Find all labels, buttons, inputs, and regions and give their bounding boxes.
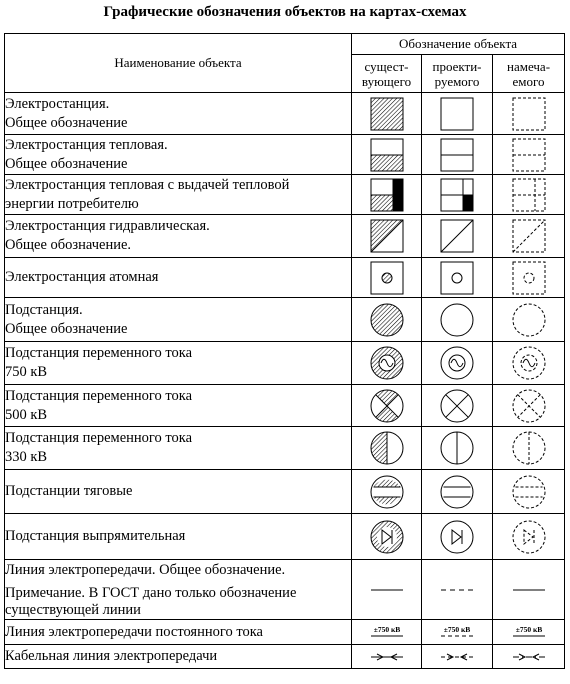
dc-voltage-label: ±750 кВ	[443, 625, 471, 634]
symbol-projected	[422, 560, 493, 620]
substation-ac-750-icon	[369, 345, 405, 381]
symbol-existing	[352, 215, 422, 258]
substation-rectifier-icon	[439, 519, 475, 555]
substation-general-icon	[369, 302, 405, 338]
plant-hydro-icon	[511, 218, 547, 254]
table-row	[5, 215, 565, 258]
plant-hydro-icon	[369, 218, 405, 254]
plant-thermal-icon	[511, 137, 547, 173]
table-row	[5, 93, 565, 135]
substation-traction-icon	[369, 474, 405, 510]
substation-ac-330-icon	[369, 430, 405, 466]
plant-thermal-heat-icon	[369, 177, 405, 213]
substation-ac-500-icon	[511, 388, 547, 424]
symbol-planned	[493, 342, 565, 385]
row-label	[5, 385, 352, 427]
symbol-projected	[422, 135, 493, 175]
symbol-projected	[422, 514, 493, 560]
symbol-projected	[422, 645, 493, 669]
plant-nuclear-icon	[511, 260, 547, 296]
substation-general-icon	[511, 302, 547, 338]
table-row	[5, 514, 565, 560]
symbol-projected	[422, 298, 493, 342]
plant-thermal-icon	[439, 137, 475, 173]
symbol-planned	[493, 620, 565, 645]
symbol-projected	[422, 215, 493, 258]
symbol-existing	[352, 470, 422, 514]
substation-rectifier-icon	[511, 519, 547, 555]
row-label	[5, 560, 352, 620]
symbol-existing	[352, 560, 422, 620]
symbol-planned	[493, 298, 565, 342]
row-label-line: Общее обозначение.	[5, 237, 132, 253]
substation-traction-icon	[439, 474, 475, 510]
row-label-line: Электростанция гидравлическая.	[5, 218, 210, 234]
power-line-icon	[509, 586, 549, 594]
symbol-projected	[422, 93, 493, 135]
symbols-table	[4, 33, 565, 669]
symbol-existing	[352, 514, 422, 560]
substation-traction-icon	[511, 474, 547, 510]
row-label: Кабельная линия электропередачи	[5, 645, 352, 669]
table-row	[5, 175, 565, 215]
symbol-planned	[493, 645, 565, 669]
symbol-existing	[352, 385, 422, 427]
row-label	[5, 470, 352, 514]
row-label-line: Подстанция переменного тока	[5, 345, 193, 361]
table-row	[5, 342, 565, 385]
row-label-line: 500 кВ	[5, 406, 48, 423]
table-row	[5, 385, 565, 427]
table-row-cable-line	[5, 645, 565, 669]
plant-nuclear-icon	[369, 260, 405, 296]
row-label-line: Подстанции тяговые	[5, 483, 133, 499]
table-row-dc-line	[5, 620, 565, 645]
row-label-line: 750 кВ	[5, 364, 48, 380]
symbol-projected	[422, 427, 493, 470]
substation-ac-750-icon	[511, 345, 547, 381]
plant-general-icon	[369, 96, 405, 132]
symbol-existing	[352, 93, 422, 135]
symbol-planned	[493, 175, 565, 215]
row-label-line: Общее обозначение	[5, 320, 128, 337]
symbol-planned	[493, 385, 565, 427]
symbol-existing	[352, 258, 422, 298]
row-label	[5, 514, 352, 560]
row-label	[5, 215, 352, 258]
row-label	[5, 135, 352, 175]
row-label	[5, 175, 352, 215]
row-label-line: 330 кВ	[5, 449, 48, 465]
symbol-existing	[352, 298, 422, 342]
symbol-planned	[493, 514, 565, 560]
table-body	[5, 93, 565, 669]
symbol-projected	[422, 175, 493, 215]
row-label-line: Подстанция переменного тока	[5, 387, 193, 404]
table-row-power-line	[5, 560, 565, 620]
dc-voltage-label: ±750 кВ	[515, 625, 542, 634]
table-row	[5, 298, 565, 342]
row-label	[5, 93, 352, 135]
substation-ac-330-icon	[511, 430, 547, 466]
dc-voltage-label: ±750 кВ	[373, 625, 400, 634]
cable-line-icon	[437, 652, 477, 662]
row-label-line: Подстанция.	[5, 301, 83, 318]
row-label-line: энергии потребителю	[5, 195, 139, 212]
header-name: Наименование объекта	[5, 34, 352, 93]
power-line-icon	[437, 586, 477, 594]
row-label-line: Электростанция тепловая.	[5, 136, 168, 153]
dc-line-icon	[367, 624, 407, 640]
symbol-planned	[493, 93, 565, 135]
row-label-line: Подстанция выпрямительная	[5, 528, 186, 544]
row-label: Линия электропередачи постоянного тока	[5, 620, 352, 645]
symbol-projected	[422, 342, 493, 385]
symbol-existing	[352, 645, 422, 669]
substation-rectifier-icon	[369, 519, 405, 555]
row-note: Примечание. В ГОСТ дано только обозначение существующей линии	[5, 584, 297, 618]
symbol-existing	[352, 135, 422, 175]
symbol-planned	[493, 135, 565, 175]
plant-thermal-heat-icon	[439, 177, 475, 213]
header-projected: проекти- руемого	[422, 55, 493, 93]
row-label-line: Электростанция тепловая с выдачей тепловой	[5, 176, 290, 193]
symbol-existing	[352, 427, 422, 470]
row-label-line: Подстанция переменного тока	[5, 430, 193, 446]
symbol-projected	[422, 470, 493, 514]
substation-ac-330-icon	[439, 430, 475, 466]
symbol-projected	[422, 385, 493, 427]
symbol-planned	[493, 258, 565, 298]
plant-nuclear-icon	[439, 260, 475, 296]
header-planned: намеча- емого	[493, 55, 565, 93]
plant-general-icon	[511, 96, 547, 132]
symbol-planned	[493, 427, 565, 470]
substation-ac-500-icon	[369, 388, 405, 424]
plant-thermal-heat-icon	[511, 177, 547, 213]
row-label	[5, 298, 352, 342]
plant-thermal-icon	[369, 137, 405, 173]
substation-ac-500-icon	[439, 388, 475, 424]
table-row	[5, 258, 565, 298]
symbol-planned	[493, 470, 565, 514]
plant-hydro-icon	[439, 218, 475, 254]
row-label-line: Электростанция атомная	[5, 269, 159, 285]
symbol-projected	[422, 620, 493, 645]
cable-line-icon	[509, 652, 549, 662]
substation-general-icon	[439, 302, 475, 338]
table-row	[5, 427, 565, 470]
row-label-line: Общее обозначение	[5, 114, 128, 131]
row-label	[5, 427, 352, 470]
row-label	[5, 342, 352, 385]
row-label	[5, 258, 352, 298]
symbol-existing	[352, 620, 422, 645]
dc-line-icon	[437, 624, 477, 640]
symbol-projected	[422, 258, 493, 298]
table-row	[5, 470, 565, 514]
symbol-existing	[352, 175, 422, 215]
symbol-planned	[493, 215, 565, 258]
row-title: Линия электропередачи. Общее обозначение.	[5, 561, 286, 578]
row-label-line: Общее обозначение	[5, 155, 128, 172]
symbol-planned	[493, 560, 565, 620]
dc-line-icon	[509, 624, 549, 640]
cable-line-icon	[367, 652, 407, 662]
header-existing: сущест- вующего	[352, 55, 422, 93]
table-row	[5, 135, 565, 175]
symbol-existing	[352, 342, 422, 385]
substation-ac-750-icon	[439, 345, 475, 381]
row-label-line: Электростанция.	[5, 95, 110, 112]
header-group: Обозначение объекта	[352, 34, 565, 55]
page-title: Графические обозначения объектов на картах-схемах	[103, 4, 467, 20]
power-line-icon	[367, 586, 407, 594]
plant-general-icon	[439, 96, 475, 132]
